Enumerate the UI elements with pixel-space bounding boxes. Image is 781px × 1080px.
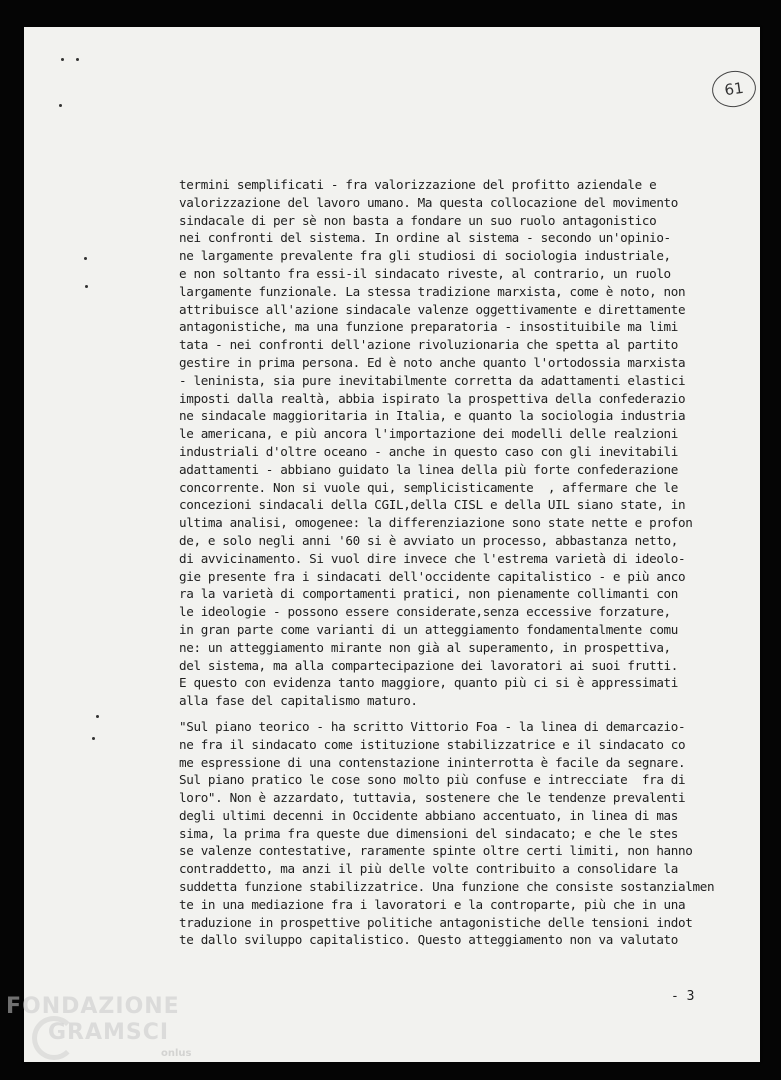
text-line: industriali d'oltre oceano - anche in questo caso con gli inevitabili <box>179 443 679 459</box>
text-line: - leninista, sia pure inevitabilmente corretta da adattamenti elastici <box>179 372 686 388</box>
text-line: ultima analisi, omogenee: la differenziazione sono state nette e profon <box>179 515 693 531</box>
text-line: "Sul piano teorico - ha scritto Vittorio Foa - la linea di demarcazio- <box>179 718 686 734</box>
text-line: attribuisce all'azione sindacale valenze oggettivamente e direttamente <box>179 301 686 317</box>
margin-mark <box>92 737 95 740</box>
text-line: ne largamente prevalente fra gli studiosi di sociologia industriale, <box>179 248 671 264</box>
watermark-suffix: onlus <box>161 1048 192 1059</box>
text-line: adattamenti - abbiano guidato la linea della più forte confederazione <box>179 461 679 477</box>
text-line: valorizzazione del lavoro umano. Ma questa collocazione del movimento <box>179 194 679 210</box>
margin-mark <box>76 58 79 61</box>
text-line: le ideologie - possono essere considerate,senza eccessive forzature, <box>179 604 671 620</box>
margin-mark <box>96 715 99 718</box>
text-line: sindacale di per sè non basta a fondare un suo ruolo antagonistico <box>179 212 657 228</box>
text-line: di avvicinamento. Si vuol dire invece che l'estrema varietà di ideolo- <box>179 550 686 566</box>
text-line: E questo con evidenza tanto maggiore, quanto più ci si è appressimati <box>179 675 679 691</box>
watermark-line2: GRAMSCI <box>48 1020 170 1045</box>
text-line: se valenze contestative, raramente spinte oltre certi limiti, non hanno <box>179 843 693 859</box>
margin-mark <box>85 285 88 288</box>
text-line: le americana, e più ancora l'importazione dei modelli delle realzioni <box>179 426 679 442</box>
text-line: del sistema, ma alla compartecipazione dei lavoratori ai suoi frutti. <box>179 657 679 673</box>
text-line: imposti dalla realtà, abbia ispirato la prospettiva della confederazio <box>179 390 686 406</box>
text-line: de, e solo negli anni '60 si è avviato un processo, abbastanza netto, <box>179 532 679 548</box>
text-line: ne sindacale maggioritaria in Italia, e quanto la sociologia industria <box>179 408 686 424</box>
text-line: me espressione di una contenstazione ininterrotta è facile da segnare. <box>179 754 686 770</box>
text-line: gie presente fra i sindacati dell'occidente capitalistico - e più anco <box>179 568 686 584</box>
text-line: concezioni sindacali della CGIL,della CISL e della UIL siano state, in <box>179 497 686 513</box>
text-line: nei confronti del sistema. In ordine al sistema - secondo un'opinio- <box>179 230 671 246</box>
footer-page-number: - 3 <box>671 989 695 1004</box>
watermark-line1: FONDAZIONE <box>6 994 180 1019</box>
document-page <box>24 27 760 1062</box>
text-line: ne: un atteggiamento mirante non già al superamento, in prospettiva, <box>179 639 671 655</box>
text-line: loro". Non è azzardato, tuttavia, sostenere che le tendenze prevalenti <box>179 790 686 806</box>
text-line: degli ultimi decenni in Occidente abbiano accentuato, in linea di mas <box>179 807 679 823</box>
text-line: te in una mediazione fra i lavoratori e la controparte, più che in una <box>179 896 686 912</box>
text-line: sima, la prima fra queste due dimensioni del sindacato; e che le stes <box>179 825 679 841</box>
typewritten-text <box>179 176 719 949</box>
page-number-circle: 61 <box>710 68 759 110</box>
text-line: te dallo sviluppo capitalistico. Questo atteggiamento non va valutato <box>179 932 679 948</box>
paragraph-gap <box>179 710 719 718</box>
text-line: largamente funzionale. La stessa tradizione marxista, come è noto, non <box>179 283 686 299</box>
margin-mark <box>59 104 62 107</box>
text-line: e non soltanto fra essi-il sindacato riveste, al contrario, un ruolo <box>179 265 671 281</box>
text-line: tata - nei confronti dell'azione rivoluzionaria che spetta al partito <box>179 337 679 353</box>
text-line: gestire in prima persona. Ed è noto anche quanto l'ortodossia marxista <box>179 354 686 370</box>
text-line: antagonistiche, ma una funzione preparatoria - insostituibile ma limi <box>179 319 679 335</box>
text-line: contraddetto, ma anzi il più delle volte contribuito a consolidare la <box>179 861 679 877</box>
text-line: ra la varietà di comportamenti pratici, non pienamente collimanti con <box>179 586 679 602</box>
text-line: traduzione in prospettive politiche antagonistiche delle tensioni indot <box>179 914 693 930</box>
text-line: alla fase del capitalismo maturo. <box>179 693 418 709</box>
text-line: termini semplificati - fra valorizzazione del profitto aziendale e <box>179 177 657 192</box>
text-line: ne fra il sindacato come istituzione stabilizzatrice e il sindacato co <box>179 736 686 752</box>
watermark-logo-icon <box>32 1016 76 1060</box>
fondazione-gramsci-watermark <box>6 994 196 1074</box>
text-line: suddetta funzione stabilizzatrice. Una funzione che consiste sostanzialmen <box>179 879 715 895</box>
margin-mark <box>61 58 64 61</box>
margin-mark <box>84 257 87 260</box>
text-line: concorrente. Non si vuole qui, semplicisticamente , affermare che le <box>179 479 679 495</box>
text-line: in gran parte come varianti di un atteggiamento fondamentalmente comu <box>179 621 679 637</box>
paragraph <box>179 176 719 710</box>
text-line: Sul piano pratico le cose sono molto più confuse e intrecciate fra di <box>179 772 686 788</box>
paragraph <box>179 718 719 949</box>
